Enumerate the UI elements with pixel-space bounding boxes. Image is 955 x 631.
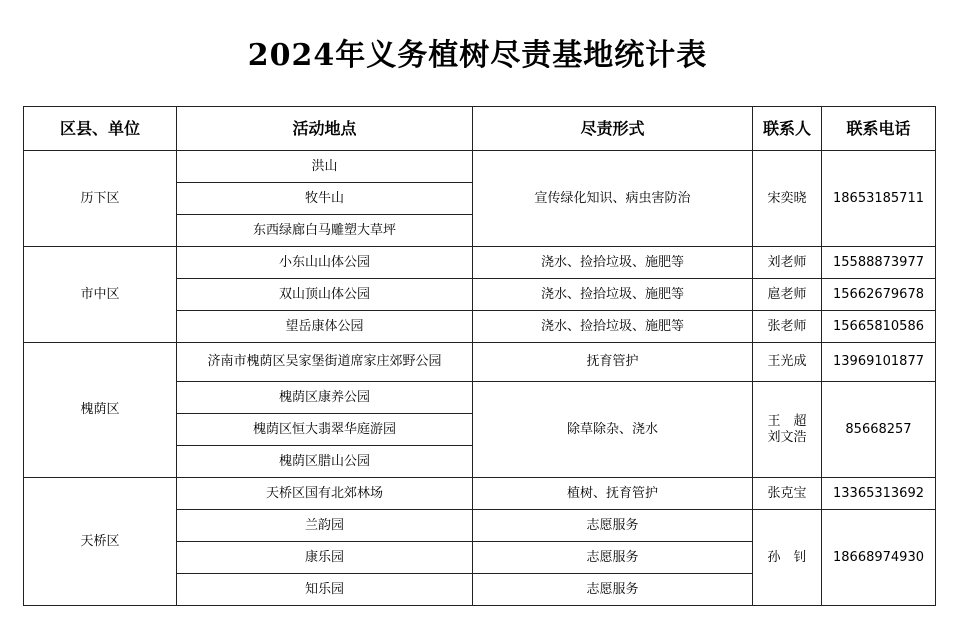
phone-cell: 13365313692 <box>822 478 936 510</box>
site-cell: 知乐园 <box>177 574 473 606</box>
header-district: 区县、单位 <box>24 107 177 151</box>
header-phone: 联系电话 <box>822 107 936 151</box>
form-cell: 宣传绿化知识、病虫害防治 <box>473 151 753 247</box>
site-cell: 槐荫区腊山公园 <box>177 446 473 478</box>
form-cell: 抚育管护 <box>473 343 753 382</box>
phone-cell: 18668974930 <box>822 510 936 606</box>
contact-cell: 扈老师 <box>753 279 822 311</box>
contact-cell: 孙 钊 <box>753 510 822 606</box>
site-cell: 康乐园 <box>177 542 473 574</box>
site-cell: 望岳康体公园 <box>177 311 473 343</box>
contact-cell: 张克宝 <box>753 478 822 510</box>
phone-cell: 15588873977 <box>822 247 936 279</box>
form-cell: 志愿服务 <box>473 574 753 606</box>
form-cell: 植树、抚育管护 <box>473 478 753 510</box>
contact-cell: 王光成 <box>753 343 822 382</box>
contact-cell: 张老师 <box>753 311 822 343</box>
form-cell: 浇水、捡拾垃圾、施肥等 <box>473 279 753 311</box>
site-cell: 洪山 <box>177 151 473 183</box>
page-title: 2024年义务植树尽责基地统计表 <box>247 38 708 73</box>
site-cell: 牧牛山 <box>177 183 473 215</box>
contact-cell: 刘老师 <box>753 247 822 279</box>
header-site: 活动地点 <box>177 107 473 151</box>
site-cell: 槐荫区恒大翡翠华庭游园 <box>177 414 473 446</box>
contact-cell: 宋奕晓 <box>753 151 822 247</box>
site-cell: 小东山山体公园 <box>177 247 473 279</box>
contact-cell: 王 超 刘文浩 <box>753 382 822 478</box>
district-cell: 槐荫区 <box>24 343 177 478</box>
district-cell: 天桥区 <box>24 478 177 606</box>
table-row <box>24 247 936 279</box>
phone-cell: 15662679678 <box>822 279 936 311</box>
header-contact: 联系人 <box>753 107 822 151</box>
form-cell: 志愿服务 <box>473 510 753 542</box>
phone-cell: 15665810586 <box>822 311 936 343</box>
statistics-table <box>23 106 936 606</box>
phone-cell: 13969101877 <box>822 343 936 382</box>
table-header-row <box>24 107 936 151</box>
form-cell: 志愿服务 <box>473 542 753 574</box>
form-cell: 浇水、捡拾垃圾、施肥等 <box>473 247 753 279</box>
form-cell: 除草除杂、浇水 <box>473 382 753 478</box>
site-cell: 东西绿廊白马雕塑大草坪 <box>177 215 473 247</box>
site-cell: 济南市槐荫区吴家堡街道席家庄郊野公园 <box>177 343 473 382</box>
form-cell: 浇水、捡拾垃圾、施肥等 <box>473 311 753 343</box>
phone-cell: 85668257 <box>822 382 936 478</box>
district-cell: 历下区 <box>24 151 177 247</box>
site-cell: 槐荫区康养公园 <box>177 382 473 414</box>
table-row <box>24 343 936 382</box>
district-cell: 市中区 <box>24 247 177 343</box>
phone-cell: 18653185711 <box>822 151 936 247</box>
site-cell: 双山顶山体公园 <box>177 279 473 311</box>
site-cell: 兰韵园 <box>177 510 473 542</box>
table-row <box>24 478 936 510</box>
site-cell: 天桥区国有北郊林场 <box>177 478 473 510</box>
header-form: 尽责形式 <box>473 107 753 151</box>
table-row <box>24 151 936 183</box>
